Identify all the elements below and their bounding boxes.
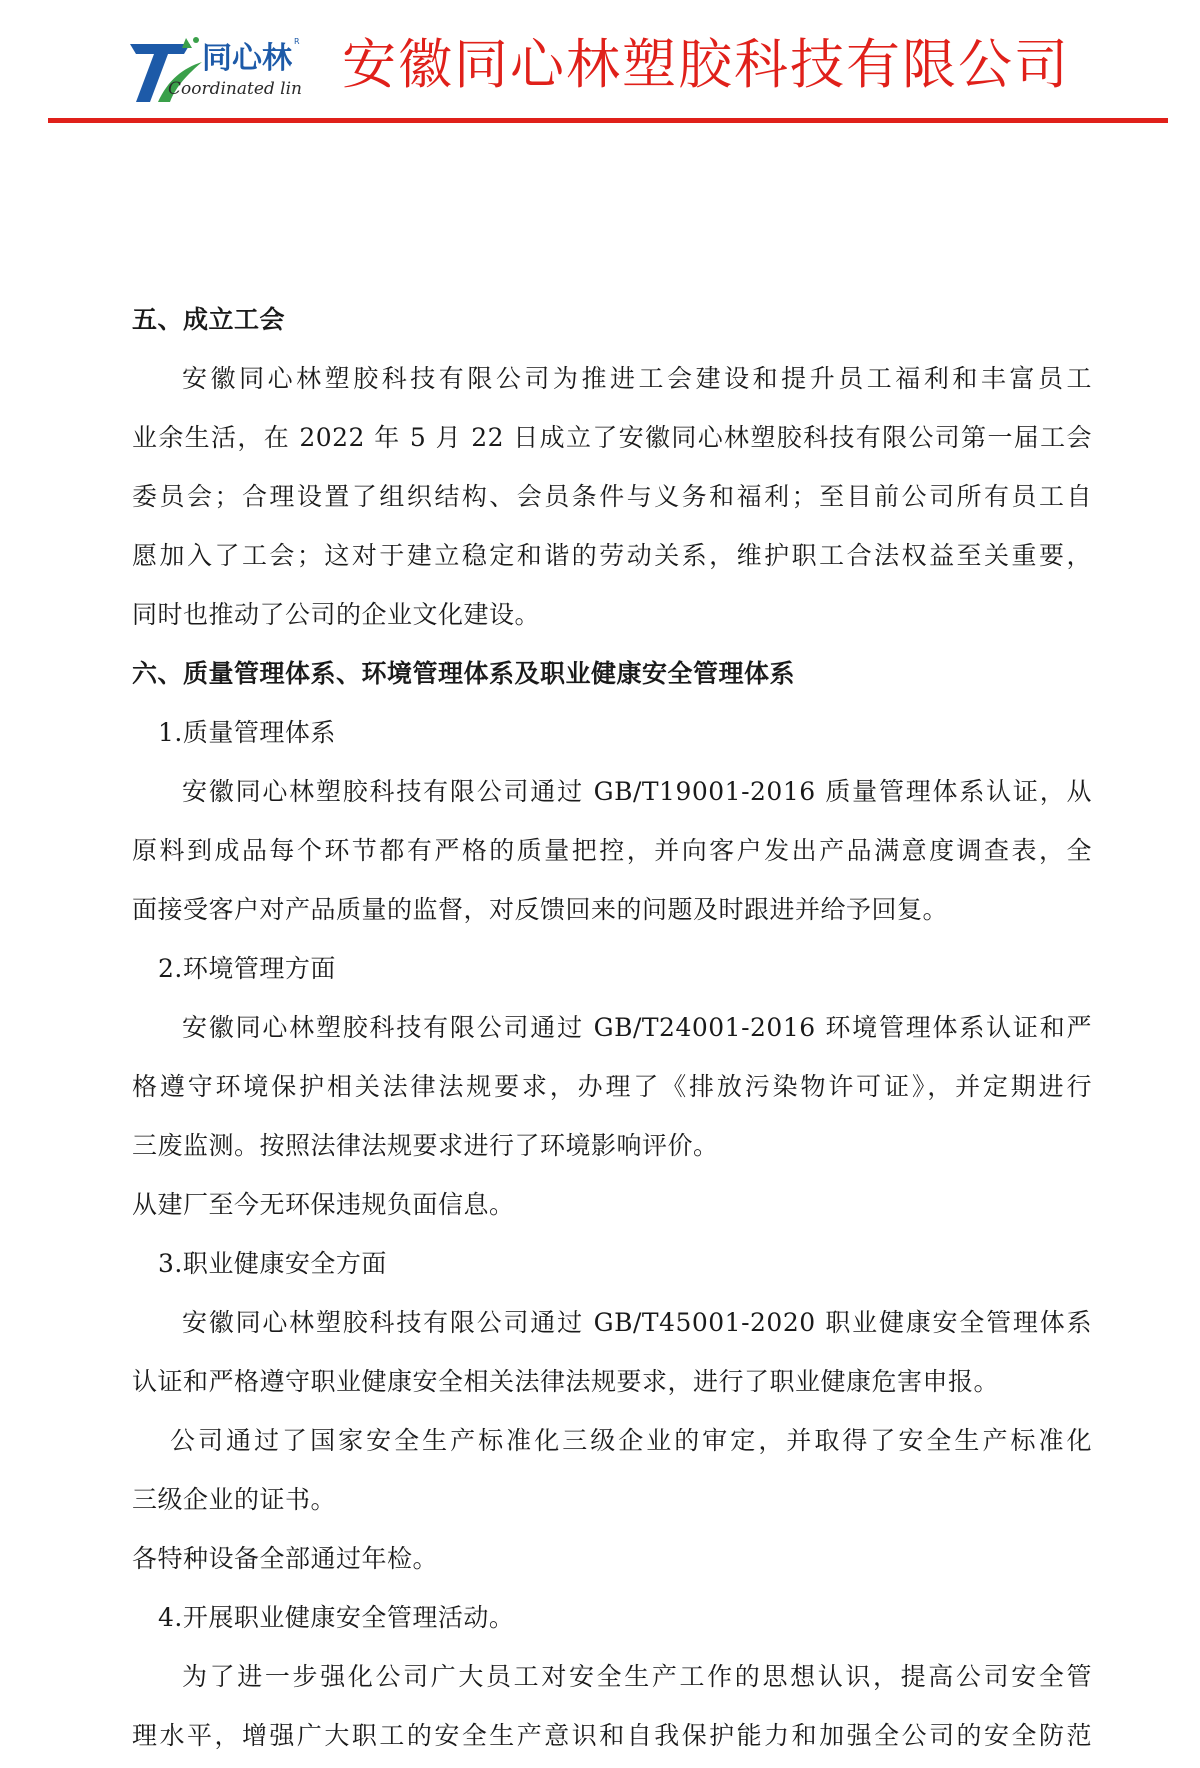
letterhead [0,0,1200,130]
logo-brand-en: Coordinated lin [168,79,303,99]
registered-mark: R [294,37,300,46]
paragraph-line: 为了进一步强化公司广大员工对安全生产工作的思想认识，提高公司安全管 [182,1662,1092,1691]
paragraph-line: 原料到成品每个环节都有严格的质量把控，并向客户发出产品满意度调查表，全 [132,836,1092,865]
paragraph-line: 认证和严格遵守职业健康安全相关法律法规要求，进行了职业健康危害申报。 [132,1367,1000,1396]
paragraph-line: 格遵守环境保护相关法律法规要求，办理了《排放污染物许可证》，并定期进行 [132,1072,1092,1101]
paragraph-line: 安徽同心林塑胶科技有限公司通过 GB/T19001-2016 质量管理体系认证，从 [182,777,1092,806]
subsection-title-ohs: 3.职业健康安全方面 [158,1249,387,1278]
paragraph-line: 三级企业的证书。 [132,1485,337,1514]
logo-graphic [128,30,333,110]
company-logo [128,30,333,110]
paragraph-line: 安徽同心林塑胶科技有限公司通过 GB/T45001-2020 职业健康安全管理体系 [182,1308,1092,1337]
section-heading-six: 六、质量管理体系、环境管理体系及职业健康安全管理体系 [132,659,796,688]
paragraph-line: 面接受客户对产品质量的监督，对反馈回来的问题及时跟进并给予回复。 [132,895,949,924]
subsection-title-environment: 2.环境管理方面 [158,954,336,983]
paragraph-line: 安徽同心林塑胶科技有限公司通过 GB/T24001-2016 环境管理体系认证和严 [182,1013,1092,1042]
paragraph-line: 理水平，增强广大职工的安全生产意识和自我保护能力和加强全公司的安全防范 [132,1721,1092,1750]
paragraph-line: 安徽同心林塑胶科技有限公司为推进工会建设和提升员工福利和丰富员工 [182,364,1092,393]
paragraph-line: 从建厂至今无环保违规负面信息。 [132,1190,515,1219]
paragraph-line: 公司通过了国家安全生产标准化三级企业的审定，并取得了安全生产标准化 [170,1426,1092,1455]
header-divider [48,118,1168,123]
paragraph-line: 同时也推动了公司的企业文化建设。 [132,600,541,629]
document-body [132,290,1092,1765]
paragraph-line: 三废监测。按照法律法规要求进行了环境影响评价。 [132,1131,719,1160]
subsection-title-ohs-activities: 4.开展职业健康安全管理活动。 [158,1603,515,1632]
paragraph-line: 委员会；合理设置了组织结构、会员条件与义务和福利；至目前公司所有员工自 [132,482,1092,511]
section-heading-five: 五、成立工会 [132,305,286,334]
company-name: 安徽同心林塑胶科技有限公司 [342,33,1070,96]
logo-brand-cn: 同心林 [202,41,292,76]
subsection-title-quality: 1.质量管理体系 [158,718,336,747]
paragraph-line: 各特种设备全部通过年检。 [132,1544,439,1573]
paragraph-line: 愿加入了工会；这对于建立稳定和谐的劳动关系，维护职工合法权益至关重要， [132,541,1092,570]
paragraph-line: 业余生活，在 2022 年 5 月 22 日成立了安徽同心林塑胶科技有限公司第一届工会 [132,423,1092,452]
